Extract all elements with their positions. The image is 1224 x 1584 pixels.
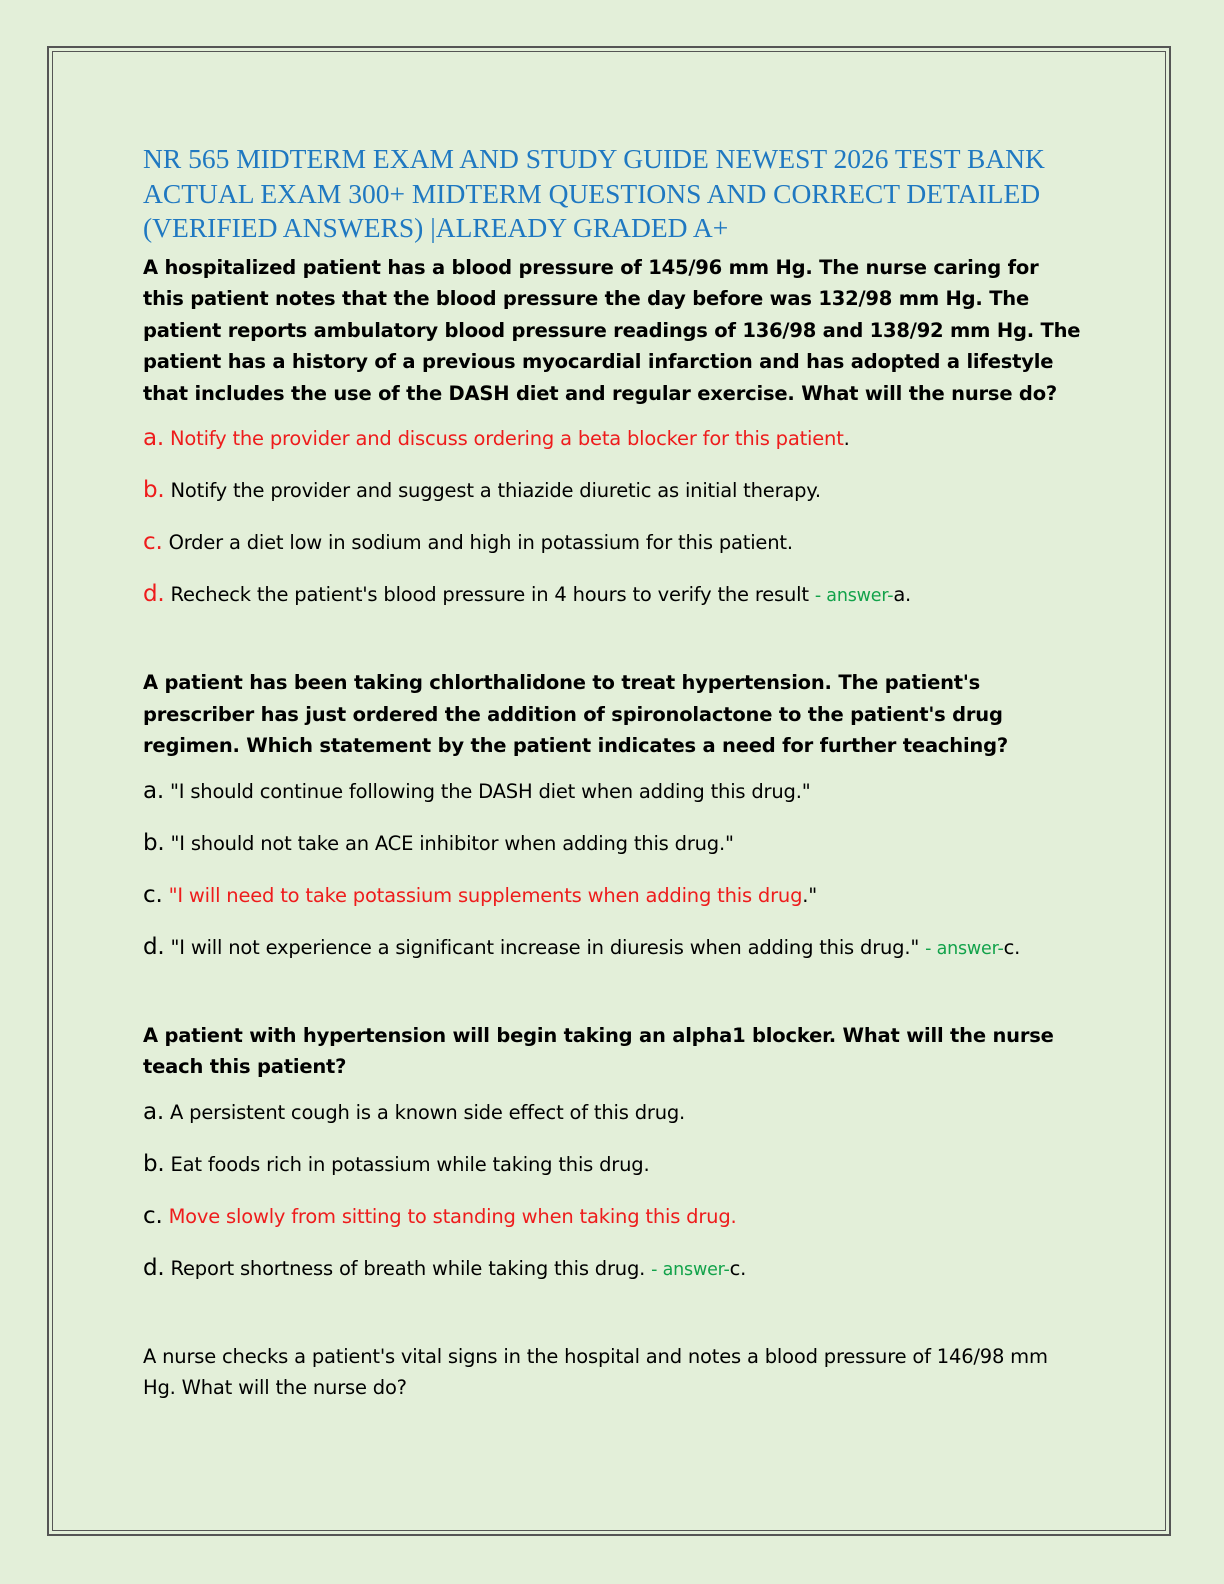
option-letter: b. (143, 477, 165, 503)
question-3 (143, 1020, 1083, 1285)
option-letter: d. (143, 933, 165, 960)
option-d (143, 579, 1083, 611)
option-d (143, 932, 1083, 964)
option-text: "I should continue following the DASH diet when adding this drug." (170, 779, 811, 803)
question-1 (143, 252, 1083, 612)
option-list (143, 1097, 1083, 1285)
option-d (143, 1253, 1083, 1285)
option-letter: a. (143, 777, 165, 804)
option-text: "I will not experience a significant increase in diuresis when adding this drug." (170, 935, 926, 959)
answer-value: c. (729, 1256, 747, 1280)
option-b (143, 475, 1083, 506)
option-text: Order a diet low in sodium and high in potassium for this patient. (168, 531, 793, 554)
option-c (143, 527, 1083, 558)
option-letter: b. (143, 1150, 165, 1177)
answer-label: - answer- (814, 586, 894, 606)
answer-value: a. (893, 583, 912, 606)
option-text-correct: Move slowly from sitting to standing when taking this drug. (168, 1204, 737, 1228)
option-suffix: ." (802, 883, 818, 907)
option-b (143, 1149, 1083, 1180)
question-2 (143, 667, 1083, 964)
option-c (143, 1201, 1083, 1232)
question-stem: A patient with hypertension will begin taking an alpha1 blocker. What will the nurse teach this patient? (143, 1023, 1054, 1078)
document-content (143, 142, 1083, 1404)
option-letter: a. (143, 425, 165, 451)
option-text: Eat foods rich in potassium while taking this drug. (170, 1152, 650, 1176)
option-a (143, 776, 1083, 807)
option-letter: d. (143, 581, 165, 607)
option-letter: c. (143, 1202, 163, 1229)
answer-label: - answer- (651, 1259, 730, 1280)
question-stem: A patient has been taking chlorthalidone to treat hypertension. The patient's prescriber has just ordered the addition of spironolactone to the patient's drug regimen. Which statement by the patient indicates a need for further teaching? (143, 671, 1008, 757)
option-a (143, 1097, 1083, 1128)
option-a (143, 423, 1083, 454)
option-text: A persistent cough is a known side effect of this drug. (170, 1100, 686, 1124)
option-letter: b. (143, 829, 165, 856)
option-letter: c. (143, 881, 163, 908)
option-c (143, 880, 1083, 911)
option-text: "I should not take an ACE inhibitor when adding this drug." (170, 831, 734, 855)
answer-label: - answer- (925, 938, 1004, 959)
option-letter: d. (143, 1254, 165, 1281)
question-stem: A hospitalized patient has a blood pressure of 145/96 mm Hg. The nurse caring for this patient notes that the blood pressure the day before was 132/98 mm Hg. The patient reports ambulatory blood pressure readings of 136/98 and 138/92 mm Hg. The patient has a history of a previous myocardial infarction and has adopted a lifestyle that includes the use of the DASH diet and regular exercise. What will the nurse do? (143, 255, 1081, 405)
option-letter: a. (143, 1098, 165, 1125)
option-suffix: . (843, 427, 850, 450)
answer-value: c. (1003, 935, 1021, 959)
option-list (143, 776, 1083, 964)
option-text: Recheck the patient's blood pressure in 4 hours to verify the result (170, 583, 815, 606)
option-letter: c. (143, 529, 163, 555)
question-stem: A nurse checks a patient's vital signs in the hospital and notes a blood pressure of 146/98 mm Hg. What will the nurse do? (143, 1344, 1048, 1399)
option-list (143, 423, 1083, 611)
option-b (143, 828, 1083, 859)
option-text-correct: Notify the provider and discuss ordering a beta blocker for this patient (170, 427, 844, 450)
document-title: NR 565 MIDTERM EXAM AND STUDY GUIDE NEWEST 2026 TEST BANK ACTUAL EXAM 300+ MIDTERM QUESTIONS AND CORRECT DETAILED (VERIFIED ANSWERS) |ALREADY GRADED A+ (143, 143, 1045, 243)
option-text-correct: "I will need to take potassium supplements when adding this drug (168, 883, 803, 907)
option-text: Notify the provider and suggest a thiazide diuretic as initial therapy. (170, 479, 821, 502)
option-text: Report shortness of breath while taking this drug. (170, 1256, 652, 1280)
question-4 (143, 1341, 1083, 1404)
